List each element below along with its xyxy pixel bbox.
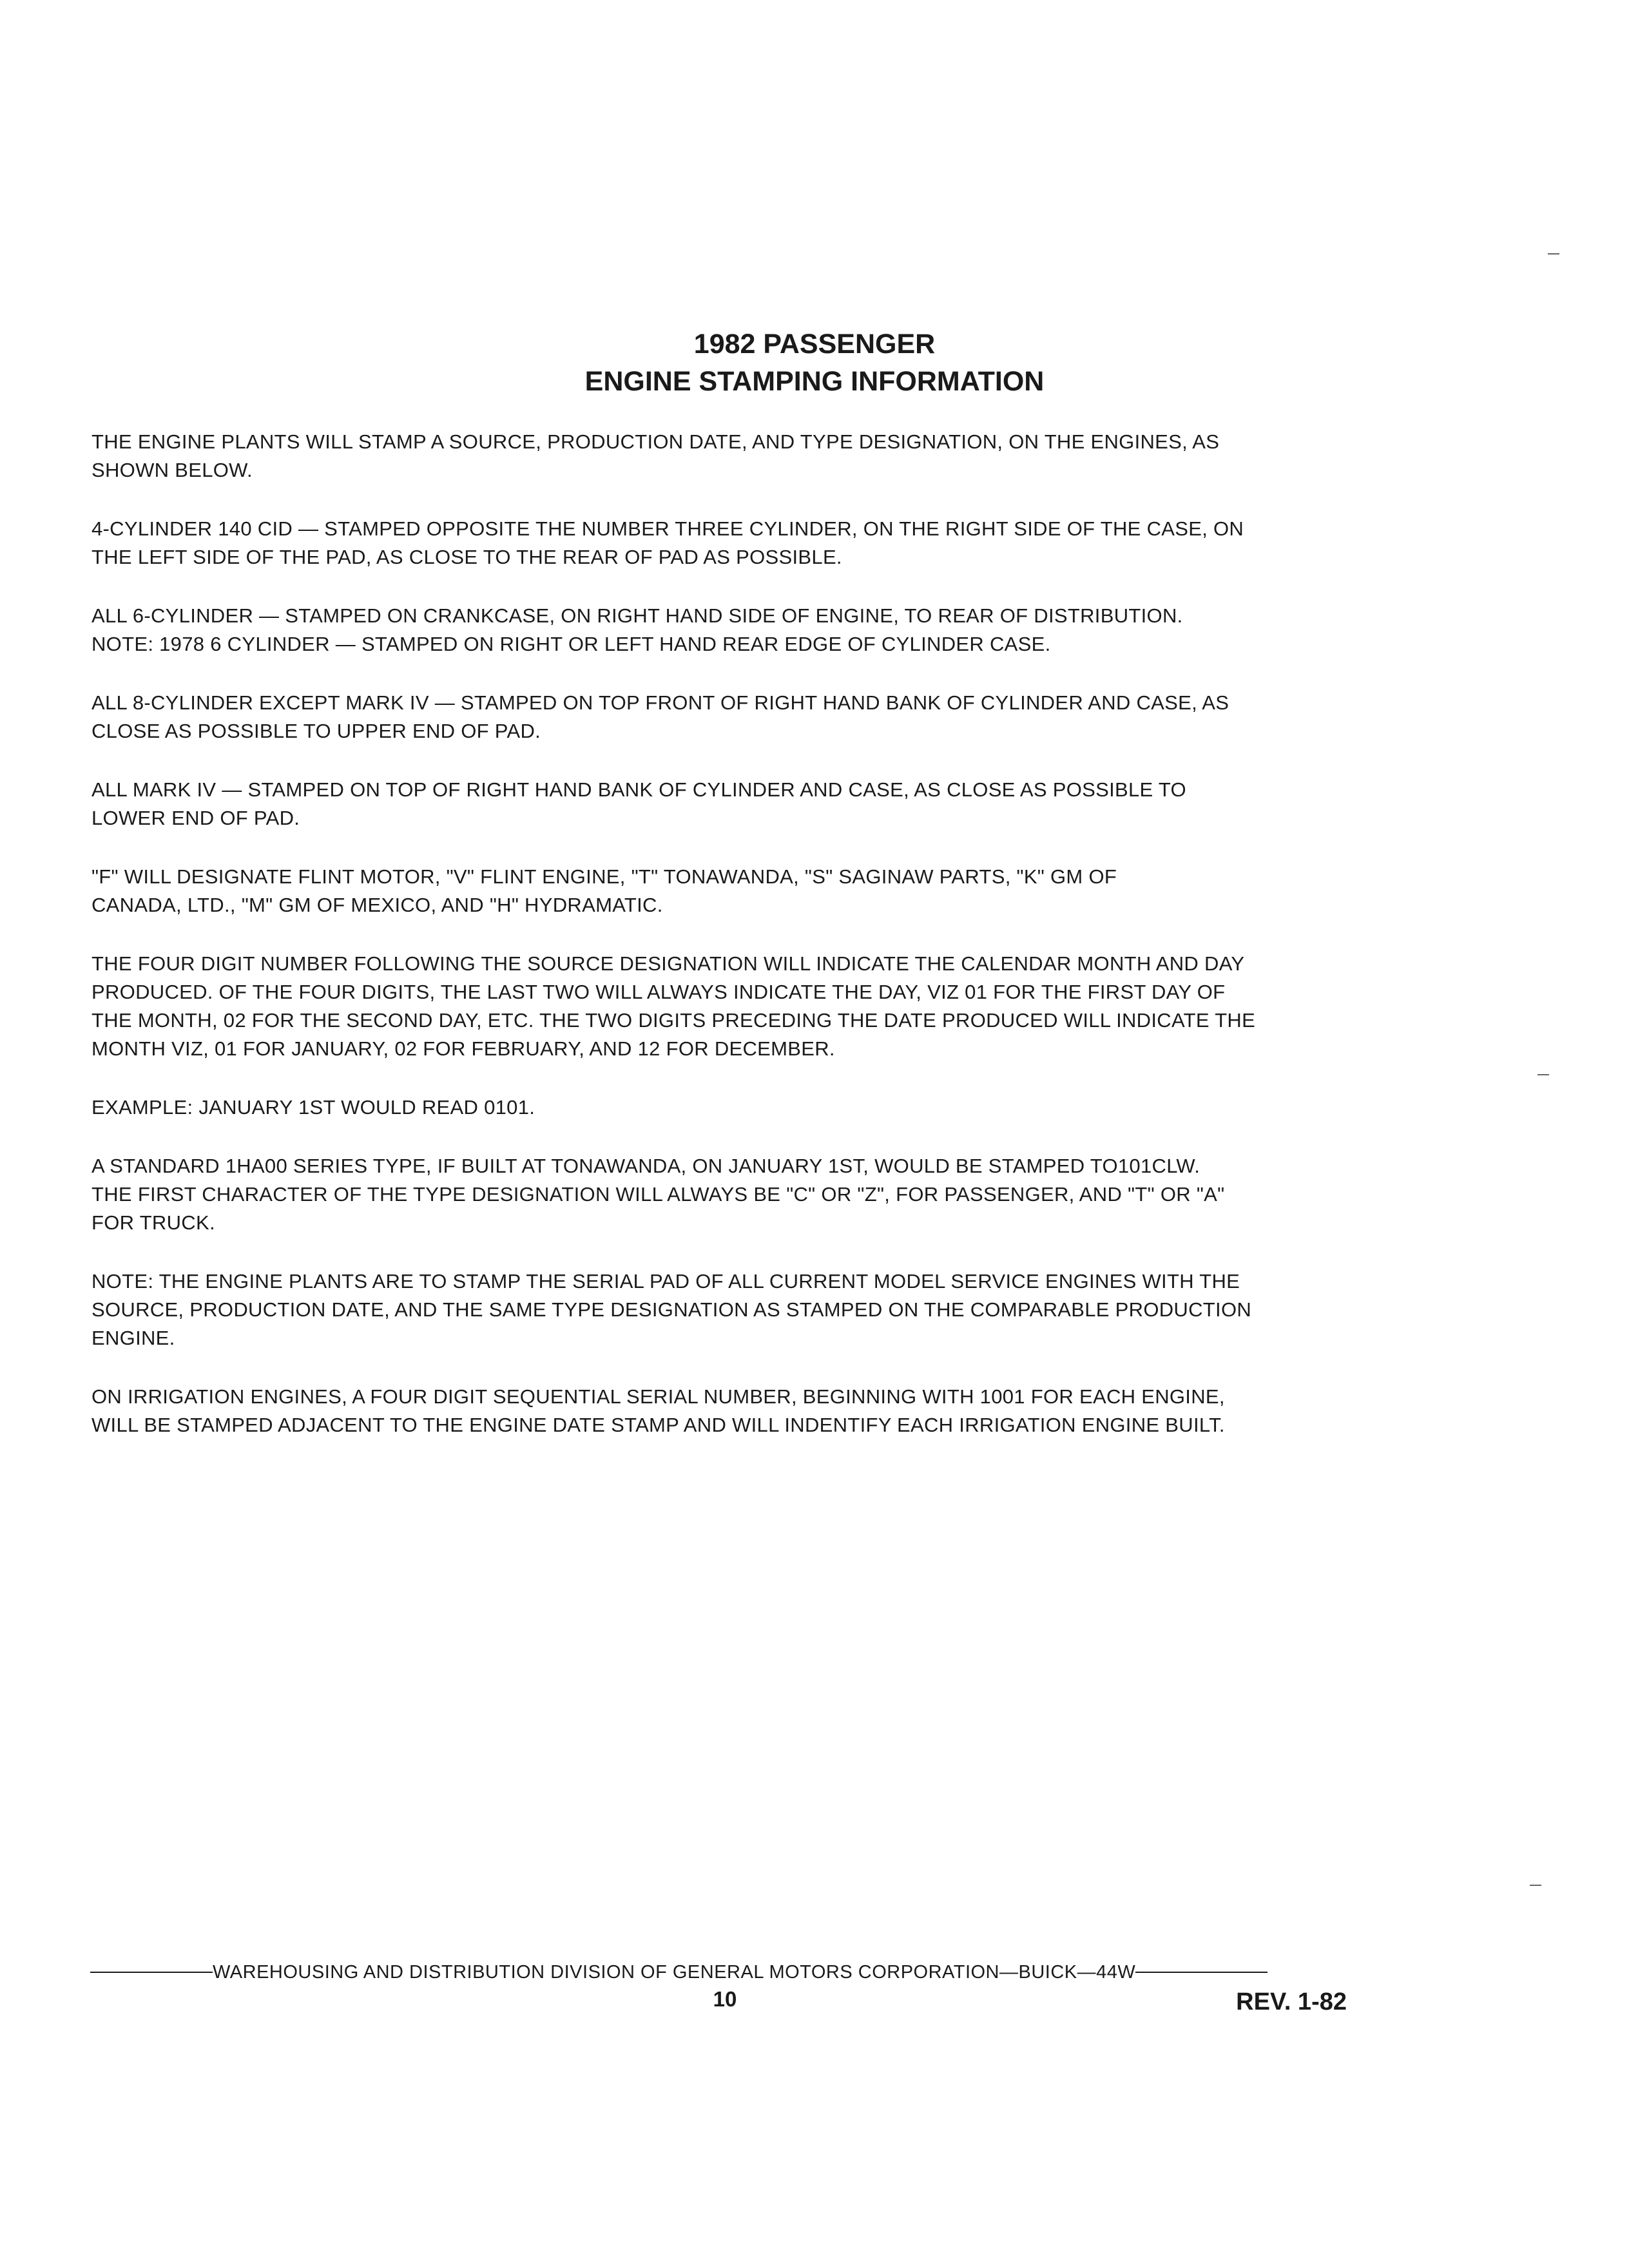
revision-label: REV. 1-82 <box>1236 1988 1347 2015</box>
paragraph-line: SOURCE, PRODUCTION DATE, AND THE SAME TYPE DESIGNATION AS STAMPED ON THE COMPARABLE PRODUCTION <box>92 1298 1252 1321</box>
paragraph-line: WILL BE STAMPED ADJACENT TO THE ENGINE DATE STAMP AND WILL INDENTIFY EACH IRRIGATION ENGINE BUILT. <box>92 1414 1225 1436</box>
paragraph-line: ON IRRIGATION ENGINES, A FOUR DIGIT SEQUENTIAL SERIAL NUMBER, BEGINNING WITH 1001 FOR EACH ENGINE, <box>92 1385 1225 1408</box>
paragraph-line: ALL 6-CYLINDER — STAMPED ON CRANKCASE, ON RIGHT HAND SIDE OF ENGINE, TO REAR OF DISTRIBUTION. <box>92 604 1183 627</box>
paragraph-source-codes <box>92 863 1354 919</box>
footer-rule-right <box>1135 1972 1268 1973</box>
paragraph-line: THE FOUR DIGIT NUMBER FOLLOWING THE SOURCE DESIGNATION WILL INDICATE THE CALENDAR MONTH AND DAY <box>92 952 1245 975</box>
paragraph-line: LOWER END OF PAD. <box>92 807 300 829</box>
paragraph-line: FOR TRUCK. <box>92 1211 215 1234</box>
paragraph-standard-type <box>92 1152 1354 1237</box>
paragraph-line: ENGINE. <box>92 1327 175 1349</box>
footer-division-text: WAREHOUSING AND DISTRIBUTION DIVISION OF GENERAL MOTORS CORPORATION—BUICK—44W <box>213 1962 1136 1983</box>
paragraph-line: "F" WILL DESIGNATE FLINT MOTOR, "V" FLINT ENGINE, "T" TONAWANDA, "S" SAGINAW PARTS, "K" GM OF <box>92 865 1117 888</box>
page-number: 10 <box>713 1987 737 2011</box>
title-line-1: 1982 PASSENGER <box>693 329 936 360</box>
title-line-2: ENGINE STAMPING INFORMATION <box>584 366 1045 397</box>
paragraph-irrigation-engines <box>92 1383 1354 1439</box>
paragraph-4-cylinder <box>92 515 1354 572</box>
paragraph-shown-below <box>92 428 1354 485</box>
footer-division-line <box>90 1961 1347 1984</box>
footer-rule-left <box>90 1972 213 1973</box>
paragraph-line: ALL MARK IV — STAMPED ON TOP OF RIGHT HAND BANK OF CYLINDER AND CASE, AS CLOSE AS POSSIBLE TO <box>92 778 1186 801</box>
paragraph-line: A STANDARD 1HA00 SERIES TYPE, IF BUILT AT TONAWANDA, ON JANUARY 1ST, WOULD BE STAMPED TO101CLW. <box>92 1155 1200 1177</box>
paragraph-line: CANADA, LTD., "M" GM OF MEXICO, AND "H" HYDRAMATIC. <box>92 894 663 916</box>
paragraph-line: PRODUCED. OF THE FOUR DIGITS, THE LAST TWO WILL ALWAYS INDICATE THE DAY, VIZ 01 FOR THE FIRST DAY OF <box>92 981 1226 1003</box>
paragraph-line: THE FIRST CHARACTER OF THE TYPE DESIGNATION WILL ALWAYS BE "C" OR "Z", FOR PASSENGER, AND "T" OR "A" <box>92 1183 1225 1206</box>
paragraph-line: THE LEFT SIDE OF THE PAD, AS CLOSE TO THE REAR OF PAD AS POSSIBLE. <box>92 546 842 568</box>
margin-mark <box>1537 1074 1549 1075</box>
paragraph-example <box>92 1093 1354 1122</box>
paragraph-line: 4-CYLINDER 140 CID — STAMPED OPPOSITE THE NUMBER THREE CYLINDER, ON THE RIGHT SIDE OF THE CASE, ON <box>92 517 1244 540</box>
paragraph-mark-iv <box>92 776 1354 832</box>
paragraph-line: THE ENGINE PLANTS WILL STAMP A SOURCE, PRODUCTION DATE, AND TYPE DESIGNATION, ON THE ENGINES, AS <box>92 430 1220 453</box>
paragraph-line: NOTE: 1978 6 CYLINDER — STAMPED ON RIGHT OR LEFT HAND REAR EDGE OF CYLINDER CASE. <box>92 633 1051 655</box>
paragraph-line: CLOSE AS POSSIBLE TO UPPER END OF PAD. <box>92 720 541 742</box>
paragraph-line: THE MONTH, 02 FOR THE SECOND DAY, ETC. THE TWO DIGITS PRECEDING THE DATE PRODUCED WILL INDICATE THE <box>92 1009 1256 1032</box>
paragraph-service-engines-note <box>92 1267 1354 1352</box>
margin-mark <box>1530 1885 1541 1886</box>
paragraph-8-cylinder <box>92 689 1354 745</box>
paragraph-6-cylinder <box>92 602 1354 658</box>
paragraph-line: ALL 8-CYLINDER EXCEPT MARK IV — STAMPED ON TOP FRONT OF RIGHT HAND BANK OF CYLINDER AND CASE, AS <box>92 691 1229 714</box>
paragraph-line: MONTH VIZ, 01 FOR JANUARY, 02 FOR FEBRUARY, AND 12 FOR DECEMBER. <box>92 1037 835 1060</box>
paragraph-line: SHOWN BELOW. <box>92 459 253 481</box>
document-body <box>92 428 1354 1470</box>
paragraph-line: EXAMPLE: JANUARY 1ST WOULD READ 0101. <box>92 1096 535 1119</box>
paragraph-line: NOTE: THE ENGINE PLANTS ARE TO STAMP THE SERIAL PAD OF ALL CURRENT MODEL SERVICE ENGINES WITH THE <box>92 1270 1240 1293</box>
paragraph-date-digits <box>92 950 1354 1063</box>
margin-mark <box>1548 253 1559 255</box>
page-title <box>0 325 1629 400</box>
